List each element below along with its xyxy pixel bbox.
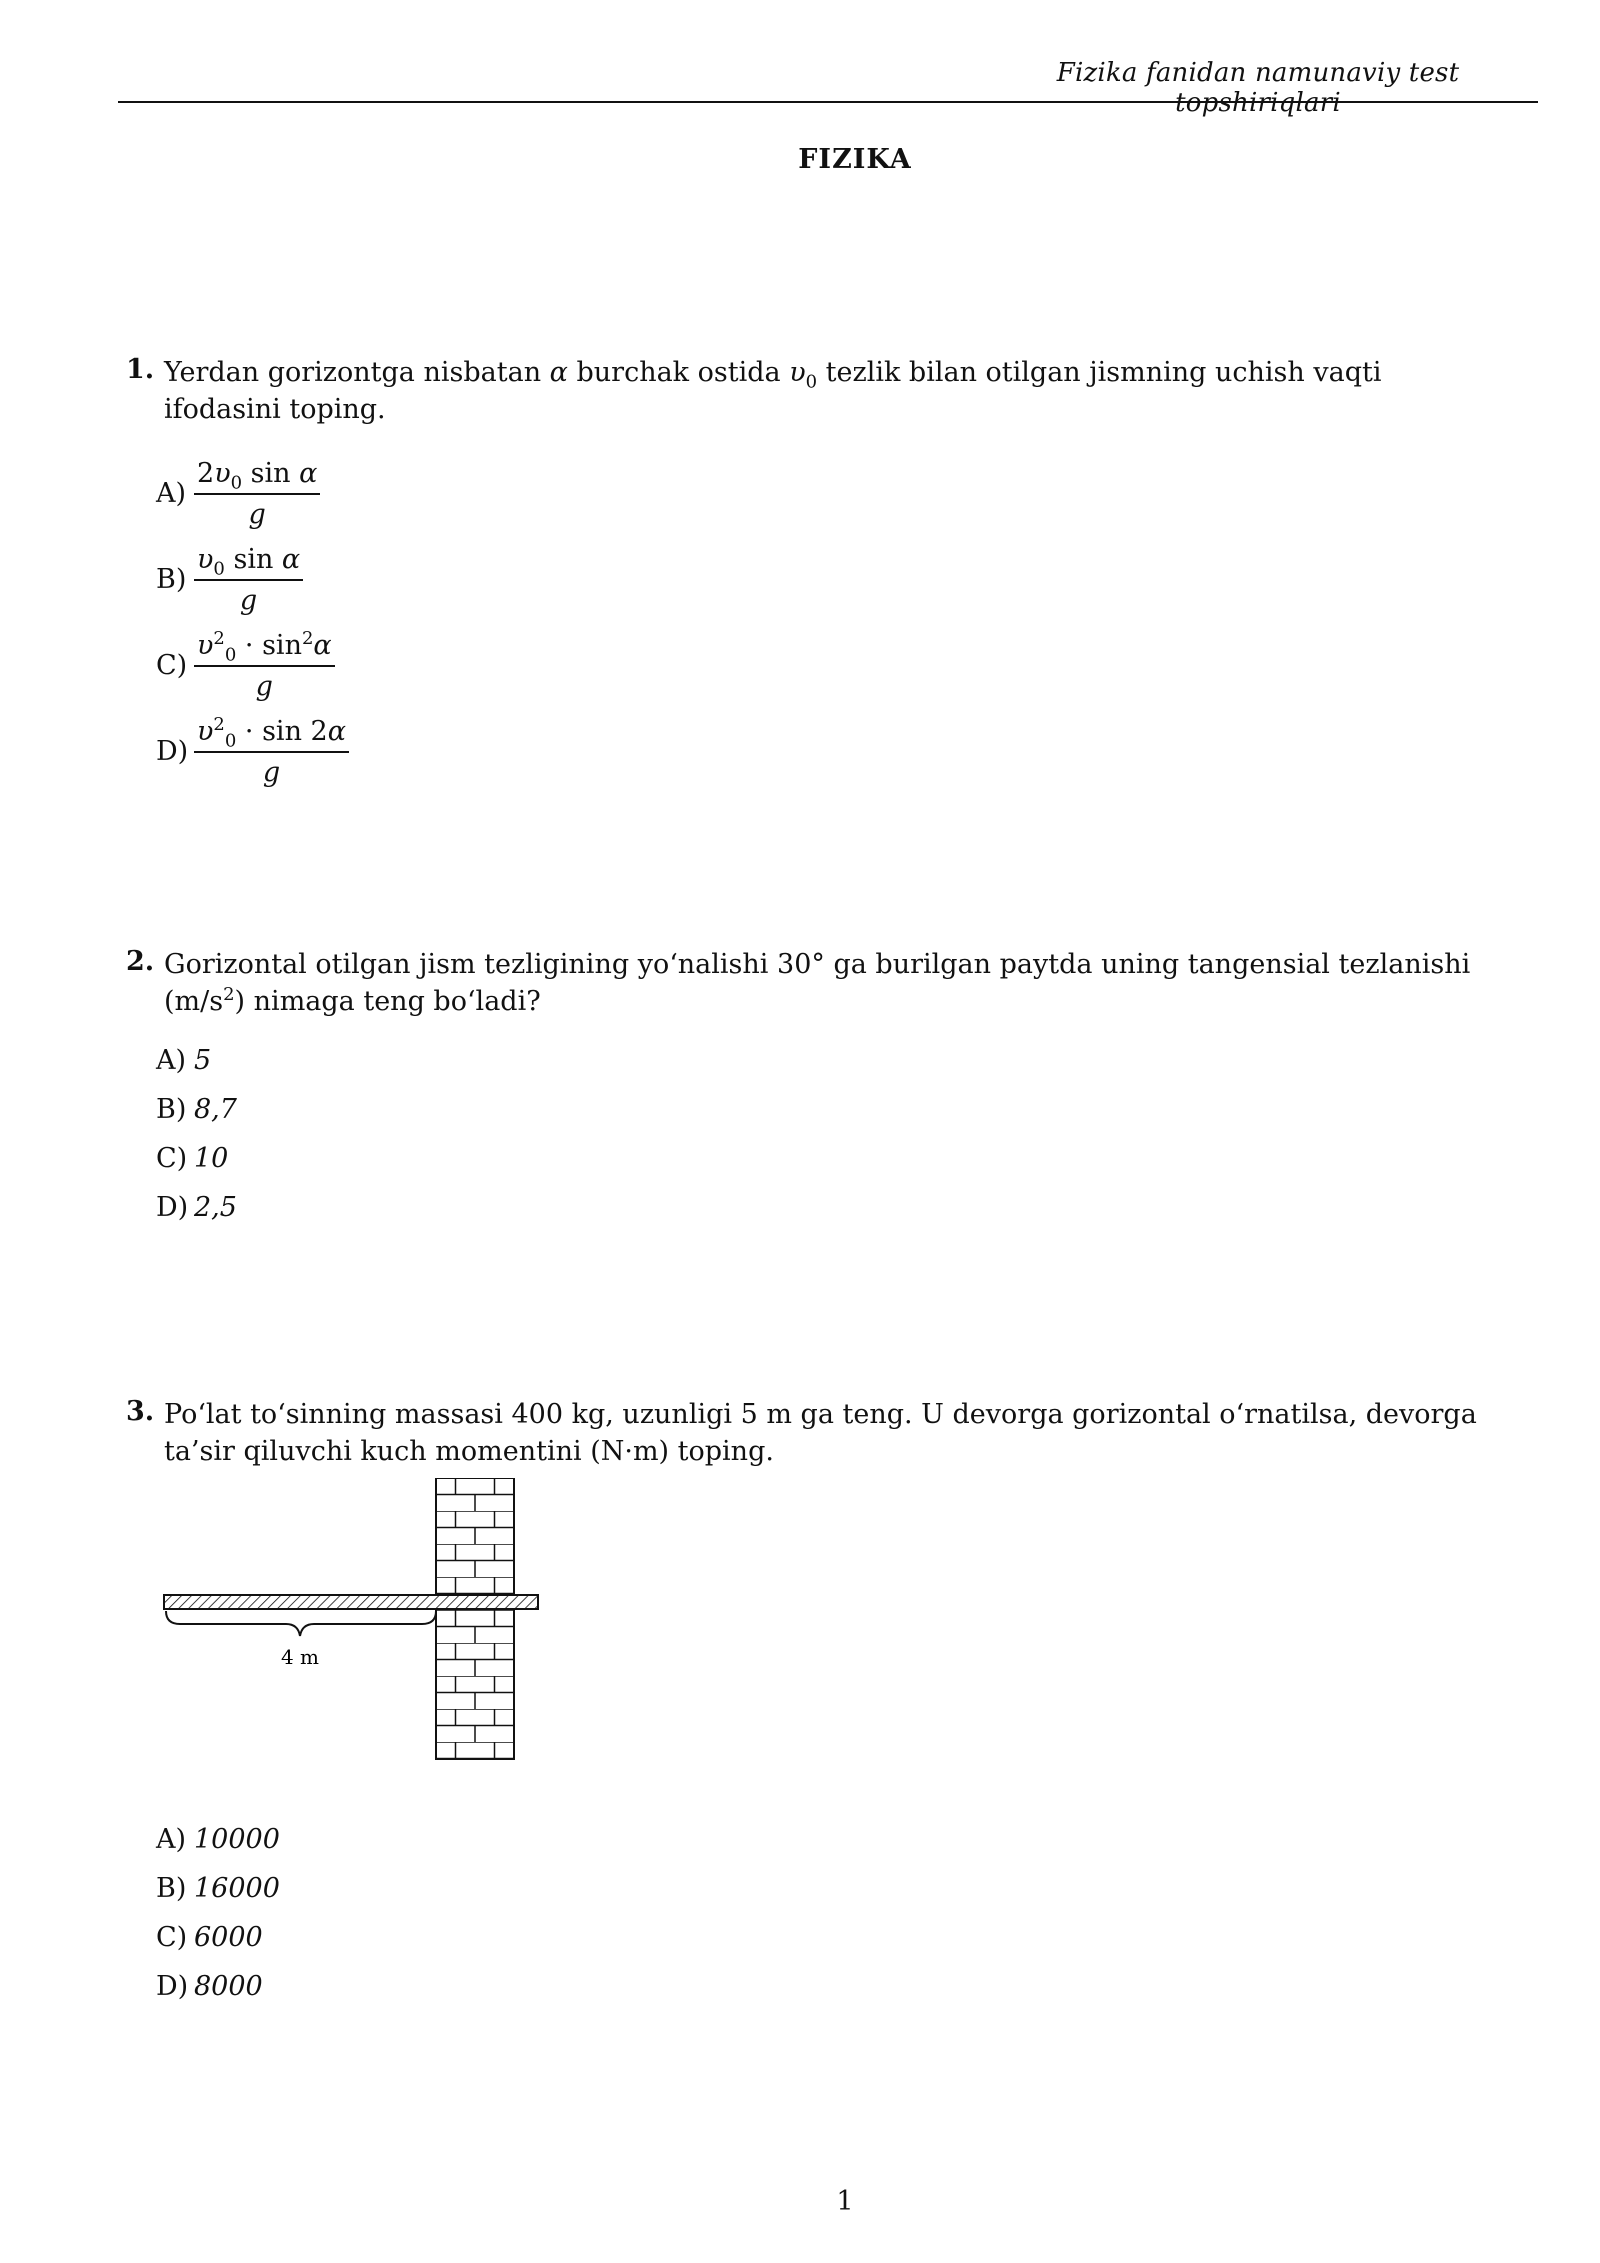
beam-wall-figure xyxy=(160,1478,560,1798)
fraction xyxy=(194,630,335,702)
options-list xyxy=(156,458,1506,802)
option-label: C) xyxy=(156,650,188,681)
option-value: 8000 xyxy=(194,1971,263,2002)
question-3-options xyxy=(126,1815,1506,2011)
option-label: B) xyxy=(156,564,187,595)
fraction xyxy=(194,458,320,530)
question-1 xyxy=(126,354,1506,802)
option-b[interactable] xyxy=(156,544,1506,630)
option-c[interactable] xyxy=(156,1134,1506,1183)
option-label: D) xyxy=(156,736,189,767)
fraction-denominator: g xyxy=(262,757,281,788)
option-label: C) xyxy=(156,1922,188,1953)
option-d[interactable] xyxy=(156,1962,1506,2011)
option-label: A) xyxy=(156,1824,187,1855)
brick-wall-upper xyxy=(436,1478,514,1595)
option-value: 10000 xyxy=(194,1824,280,1855)
header-rule xyxy=(118,101,1538,103)
option-label: B) xyxy=(156,1873,187,1904)
fraction-numerator: $\upsilon^2_0 \cdot \sin^2\alpha$ xyxy=(194,630,335,667)
fraction-numerator: $\upsilon^2_0 \cdot \sin 2\alpha$ xyxy=(194,716,349,753)
steel-beam xyxy=(164,1595,538,1609)
dimension-brace xyxy=(166,1611,436,1636)
option-label: A) xyxy=(156,1045,187,1076)
option-b[interactable] xyxy=(156,1085,1506,1134)
question-2 xyxy=(126,946,1506,1232)
option-a[interactable] xyxy=(156,1815,1506,1864)
question-text: Po‘lat to‘sinning massasi 400 kg, uzunligi 5 m ga teng. U devorga gorizontal o‘rnatilsa, devorga ta’sir qiluvchi kuch momentini (N·m) toping. xyxy=(164,1399,1477,1467)
option-value: 10 xyxy=(194,1143,229,1174)
option-value: 8,7 xyxy=(194,1094,237,1125)
question-text: Yerdan gorizontga nisbatan α burchak ostida $\upsilon_0$ tezlik bilan otilgan jismning uchish vaqti ifodasini toping. xyxy=(164,357,1382,425)
option-a[interactable] xyxy=(156,1036,1506,1085)
option-c[interactable] xyxy=(156,630,1506,716)
fraction-denominator: g xyxy=(239,585,258,616)
option-c[interactable] xyxy=(156,1913,1506,1962)
option-label: A) xyxy=(156,478,187,509)
option-label: D) xyxy=(156,1192,189,1223)
subject-title: FIZIKA xyxy=(798,144,912,175)
options-list xyxy=(156,1036,1506,1232)
option-label: B) xyxy=(156,1094,187,1125)
option-value: 16000 xyxy=(194,1873,280,1904)
running-header xyxy=(118,58,1538,118)
page-number: 1 xyxy=(836,2186,854,2217)
question-number: 2. xyxy=(126,946,155,977)
option-value: 6000 xyxy=(194,1922,263,1953)
beam-in-brick-wall-diagram xyxy=(160,1478,560,1802)
fraction xyxy=(194,716,349,788)
option-value: 5 xyxy=(194,1045,212,1076)
running-header-title: Fizika fanidan namunaviy test topshiriqlari xyxy=(1056,58,1460,118)
fraction-numerator: $2\upsilon_0$ sin α xyxy=(194,458,320,495)
fraction xyxy=(194,544,303,616)
question-3 xyxy=(126,1396,1506,1470)
option-a[interactable] xyxy=(156,458,1506,544)
fraction-numerator: $\upsilon_0$ sin α xyxy=(194,544,303,581)
brick-wall-lower xyxy=(436,1609,514,1759)
option-value: 2,5 xyxy=(194,1192,237,1223)
option-d[interactable] xyxy=(156,716,1506,802)
question-text: Gorizontal otilgan jism tezligining yo‘nalishi 30° ga burilgan paytda uning tangensial tezlanishi $(m/s^2)$ nimaga teng bo‘ladi? xyxy=(164,949,1471,1017)
options-list xyxy=(156,1815,1506,2011)
fraction-denominator: g xyxy=(255,671,273,702)
option-label: C) xyxy=(156,1143,188,1174)
question-number: 3. xyxy=(126,1396,155,1427)
option-b[interactable] xyxy=(156,1864,1506,1913)
fraction-denominator: g xyxy=(248,499,266,530)
option-d[interactable] xyxy=(156,1183,1506,1232)
dimension-label: 4 m xyxy=(280,1645,320,1669)
option-label: D) xyxy=(156,1971,189,2002)
question-number: 1. xyxy=(126,354,155,385)
